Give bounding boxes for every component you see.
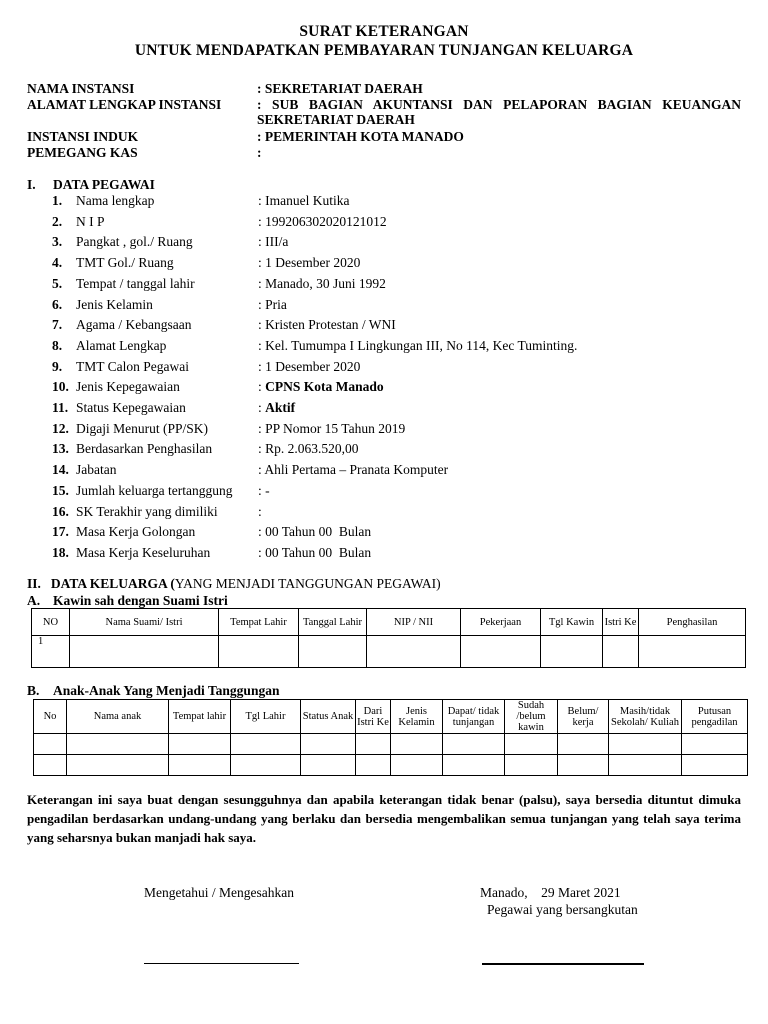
table-cell xyxy=(505,755,558,776)
pegawai-row-value xyxy=(258,297,287,313)
pegawai-row-value-text: : xyxy=(258,400,266,415)
pegawai-row-value xyxy=(258,338,577,354)
table-header-cell: Tempat lahir xyxy=(169,700,231,734)
table-cell xyxy=(558,755,609,776)
pegawai-row-value xyxy=(258,483,270,499)
pegawai-row-number: 17. xyxy=(52,524,69,540)
table-cell xyxy=(301,734,356,755)
pegawai-row-number: 13. xyxy=(52,441,69,457)
pegawai-row-value-text: : Pria xyxy=(258,296,287,312)
section-i-numeral: I. xyxy=(27,177,36,192)
table-cell: 1 xyxy=(32,636,70,668)
pegawai-row-number: 12. xyxy=(52,420,69,436)
pegawai-row-value-bold: CPNS Kota Manado xyxy=(265,379,384,395)
pegawai-row-label: Jenis Kepegawaian xyxy=(76,379,180,395)
table-cell xyxy=(682,755,748,776)
pegawai-row-value-text: : Rp. 2.063.520,00 xyxy=(258,441,359,457)
pegawai-row-number: 1. xyxy=(52,193,63,208)
table-header-cell: Nama anak xyxy=(67,700,169,734)
pegawai-row-value-text: : III/a xyxy=(258,234,289,250)
pegawai-row-number: 8. xyxy=(52,337,63,353)
pegawai-row-label: SK Terakhir yang dimiliki xyxy=(76,503,218,519)
table-header-row xyxy=(34,700,748,734)
pegawai-row-value-text: : Kel. Tumumpa I Lingkungan III, No 114, Kec Tuminting. xyxy=(258,337,578,353)
pegawai-row-number: 7. xyxy=(52,317,63,333)
pegawai-row-value xyxy=(258,234,288,250)
section-i-title: DATA PEGAWAI xyxy=(53,177,155,192)
instansi-value: : SEKRETARIAT DAERAH xyxy=(257,81,423,96)
table-cell xyxy=(67,734,169,755)
sub-b-letter: B. xyxy=(27,683,40,698)
table-header-cell: Tgl Lahir xyxy=(231,700,301,734)
table-cell xyxy=(231,755,301,776)
table-cell xyxy=(391,755,443,776)
pegawai-row-value-text: : 1 Desember 2020 xyxy=(258,255,361,271)
sub-b-title: Anak-Anak Yang Menjadi Tanggungan xyxy=(53,683,280,698)
pegawai-row-label: Berdasarkan Penghasilan xyxy=(76,441,213,457)
table-header-cell: Tanggal Lahir xyxy=(299,609,367,636)
table-header-cell: Status Anak xyxy=(301,700,356,734)
pegawai-row-value xyxy=(258,504,262,520)
pegawai-row-value-text: : - xyxy=(258,482,270,498)
signature-left-label: Mengetahui / Mengesahkan xyxy=(144,885,294,900)
table-cell xyxy=(219,636,299,668)
pegawai-row-number: 18. xyxy=(52,544,69,560)
sub-a-letter: A. xyxy=(27,593,41,608)
pegawai-row-label: Tempat / tanggal lahir xyxy=(76,275,195,291)
table-header-cell: NIP / NII xyxy=(367,609,461,636)
pegawai-row-number: 2. xyxy=(52,213,63,229)
pegawai-row-label: Masa Kerja Golongan xyxy=(76,524,196,540)
pegawai-row-value xyxy=(258,462,448,478)
table-cell xyxy=(301,755,356,776)
pegawai-row-number: 6. xyxy=(52,296,63,312)
pegawai-row-value-text: : Kristen Protestan / WNI xyxy=(258,317,396,333)
table-header-cell: Tgl Kawin xyxy=(541,609,603,636)
table-header-cell: Istri Ke xyxy=(603,609,639,636)
instansi-label: NAMA INSTANSI xyxy=(27,81,135,96)
table-header-cell: Masih/tidak Sekolah/ Kuliah xyxy=(609,700,682,734)
section-ii-title: DATA KELUARGA ( xyxy=(50,576,175,591)
alamat-instansi-value-line2: SEKRETARIAT DAERAH xyxy=(257,112,415,127)
table-cell xyxy=(639,636,746,668)
pegawai-row-value xyxy=(258,359,360,375)
section-ii-numeral: II. xyxy=(27,576,41,591)
document-subtitle: UNTUK MENDAPATKAN PEMBAYARAN TUNJANGAN KELUARGA xyxy=(134,42,634,59)
pegawai-row-value-text: : xyxy=(258,503,262,519)
pegawai-row-value xyxy=(258,317,396,333)
section-ii-title-suffix: YANG MENJADI TANGGUNGAN PEGAWAI) xyxy=(174,576,441,591)
table-cell xyxy=(34,755,67,776)
table-cell xyxy=(609,734,682,755)
sub-a-title: Kawin sah dengan Suami Istri xyxy=(53,593,228,608)
pegawai-row-label: Pangkat , gol./ Ruang xyxy=(76,234,193,250)
table-cell xyxy=(609,755,682,776)
statement-paragraph: Keterangan ini saya buat dengan sesungguhnya dan apabila keterangan tidak benar (palsu), saya bersedia dituntut dimuka pengadilan berdasarkan undang-undang yang berlaku dan bersedia mengembalikan semua tunjangan yang telah saya terima yang seharsnya bukan manjadi hak saya. xyxy=(27,792,741,845)
table-cell xyxy=(67,755,169,776)
pegawai-row-label: Jumlah keluarga tertanggung xyxy=(76,482,233,498)
table-cell xyxy=(299,636,367,668)
table-header-cell: NO xyxy=(32,609,70,636)
pegawai-row-value xyxy=(258,441,359,457)
signature-line-left xyxy=(144,963,299,964)
table-cell xyxy=(169,734,231,755)
pegawai-row-value xyxy=(258,255,360,271)
table-header-cell: Putusan pengadilan xyxy=(682,700,748,734)
table-row xyxy=(34,755,748,776)
pegawai-row-label: Masa Kerja Keseluruhan xyxy=(76,544,211,560)
pegawai-row-label: Status Kepegawaian xyxy=(76,400,186,415)
table-cell xyxy=(367,636,461,668)
instansi-induk-value: : PEMERINTAH KOTA MANADO xyxy=(257,129,464,144)
pegawai-row-value-text: : Imanuel Kutika xyxy=(258,193,350,208)
table-row xyxy=(32,636,746,668)
pegawai-row-label: Jabatan xyxy=(76,462,117,478)
pegawai-row-value xyxy=(258,193,349,209)
pegawai-row-label: TMT Gol./ Ruang xyxy=(76,255,174,271)
table-header-row xyxy=(32,609,746,636)
alamat-instansi-label: ALAMAT LENGKAP INSTANSI xyxy=(27,97,222,112)
table-cell xyxy=(443,755,505,776)
pegawai-row-value xyxy=(258,400,295,416)
pegawai-row-label: N I P xyxy=(76,213,105,229)
table-cell xyxy=(682,734,748,755)
pegawai-row-value-text: : Ahli Pertama – Pranata Komputer xyxy=(258,462,449,478)
table-header-cell: Jenis Kelamin xyxy=(391,700,443,734)
pegawai-row-value-text: : 00 Tahun 00 Bulan xyxy=(258,544,372,560)
pegawai-row-value-text: : xyxy=(258,379,266,395)
pegawai-row-value-text: : 00 Tahun 00 Bulan xyxy=(258,524,372,540)
alamat-instansi-value: : SUB BAGIAN AKUNTANSI DAN PELAPORAN BAGIAN KEUANGAN xyxy=(257,97,741,112)
pemegang-kas-label: PEMEGANG KAS xyxy=(27,145,138,160)
table-cell xyxy=(169,755,231,776)
table-header-cell: No xyxy=(34,700,67,734)
pegawai-row-value-bold: Aktif xyxy=(265,400,296,415)
table-cell xyxy=(558,734,609,755)
table-cell xyxy=(70,636,219,668)
pegawai-row-value xyxy=(258,276,386,292)
table-cell xyxy=(34,734,67,755)
table-anak xyxy=(33,699,748,776)
pegawai-row-label: Jenis Kelamin xyxy=(76,296,153,312)
table-cell xyxy=(541,636,603,668)
table-header-cell: Dapat/ tidak tunjangan xyxy=(443,700,505,734)
pegawai-row-number: 3. xyxy=(52,234,63,250)
instansi-induk-label: INSTANSI INDUK xyxy=(27,129,139,144)
pemegang-kas-value: : xyxy=(257,145,262,160)
pegawai-row-number: 16. xyxy=(52,503,69,519)
pegawai-row-value xyxy=(258,545,371,561)
table-header-cell: Nama Suami/ Istri xyxy=(70,609,219,636)
pegawai-row-value-text: : 1 Desember 2020 xyxy=(258,358,361,374)
pegawai-row-value xyxy=(258,214,387,230)
table-cell xyxy=(505,734,558,755)
table-cell xyxy=(461,636,541,668)
pegawai-row-value-text: : Manado, 30 Juni 1992 xyxy=(258,275,386,291)
pegawai-row-label: Digaji Menurut (PP/SK) xyxy=(76,420,209,436)
table-header-cell: Sudah /belum kawin xyxy=(505,700,558,734)
pegawai-row-value xyxy=(258,379,384,395)
table-cell xyxy=(443,734,505,755)
pegawai-row-number: 4. xyxy=(52,255,63,271)
pegawai-row-number: 10. xyxy=(52,379,69,395)
section-ii-heading xyxy=(27,576,441,592)
table-header-cell: Penghasilan xyxy=(639,609,746,636)
pegawai-row-number: 14. xyxy=(52,462,69,478)
table-header-cell: Pekerjaan xyxy=(461,609,541,636)
pegawai-row-value xyxy=(258,524,371,540)
pegawai-row-label: Alamat Lengkap xyxy=(76,337,167,353)
document-title: SURAT KETERANGAN xyxy=(299,23,469,40)
pegawai-row-number: 9. xyxy=(52,358,63,374)
pegawai-row-label: Nama lengkap xyxy=(76,193,155,208)
table-header-cell: Dari Istri Ke xyxy=(356,700,391,734)
pegawai-row-value-text: : 199206302020121012 xyxy=(258,213,387,229)
pegawai-row-value xyxy=(258,421,405,437)
table-cell xyxy=(356,755,391,776)
signature-line-right xyxy=(482,963,644,965)
table-cell xyxy=(356,734,391,755)
signature-place-date: Manado, 29 Maret 2021 xyxy=(480,885,621,900)
pegawai-row-number: 5. xyxy=(52,275,63,291)
signature-right-label: Pegawai yang bersangkutan xyxy=(487,902,638,917)
pegawai-row-label: TMT Calon Pegawai xyxy=(76,358,189,374)
table-cell xyxy=(231,734,301,755)
table-cell xyxy=(391,734,443,755)
table-suami-istri xyxy=(31,608,746,668)
table-header-cell: Tempat Lahir xyxy=(219,609,299,636)
table-cell xyxy=(603,636,639,668)
pegawai-row-number: 11. xyxy=(52,400,69,415)
table-row xyxy=(34,734,748,755)
pegawai-row-label: Agama / Kebangsaan xyxy=(76,317,192,333)
table-header-cell: Belum/ kerja xyxy=(558,700,609,734)
pegawai-row-value-text: : PP Nomor 15 Tahun 2019 xyxy=(258,420,406,436)
pegawai-row-number: 15. xyxy=(52,482,69,498)
